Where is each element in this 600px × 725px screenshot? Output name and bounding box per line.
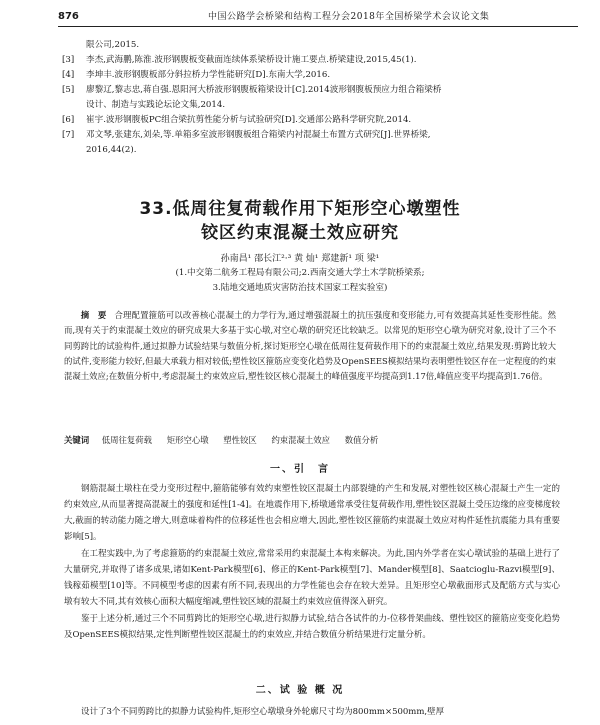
reference-item	[62, 113, 562, 128]
abstract	[64, 308, 556, 384]
keyword: 低周往复荷载	[101, 435, 153, 445]
keyword: 塑性铰区	[223, 435, 257, 445]
reference-list	[62, 38, 562, 158]
keywords	[64, 434, 556, 446]
reference-text: 李坤丰.波形钢腹板部分斜拉桥力学性能研究[D].东南大学,2016.	[86, 70, 331, 80]
reference-text: 李杰,武海鹏,陈淮.波形钢腹板变截面连续体系梁桥设计施工要点.桥梁建设,2015,45(1).	[86, 55, 417, 65]
reference-item	[62, 83, 562, 98]
reference-text: 2016,44(2).	[86, 145, 137, 155]
reference-text: 邓文琴,张建东,刘朵,等.单箱多室波形钢腹板组合箱梁内衬混凝土布置方式研究[J].世界桥梁,	[86, 130, 431, 140]
reference-text: 崔宇.波形钢腹板PC组合梁抗剪性能分析与试验研究[D].交通部公路科学研究院,2014.	[86, 115, 412, 125]
affiliation-line-1: (1.中交第二航务工程局有限公司;2.西南交通大学土木学院桥梁系;	[175, 268, 425, 278]
section-heading-test-overview: 二、试 验 概 况	[255, 685, 345, 696]
reference-number: [6]	[62, 115, 75, 125]
reference-number: [7]	[62, 130, 75, 140]
paper-title-line-2: 铰区约束混凝土效应研究	[201, 223, 399, 243]
abstract-text: 合理配置箍筋可以改善核心混凝土的力学行为,通过增强混凝土的抗压强度和变形能力,可有效提高其延性变形性能。然而,现有关于约束混凝土效应的研究成果大多基于实心墩,对空心墩的研究还比较缺乏。以常见的矩形空心墩为研究对象,设计了三个不同剪跨比的试验构件,通过拟静力试验结果与数值分析,探讨矩形空心墩在低周往复荷载作用下的约束混凝土效应,结果发现:剪跨比较大的试件,变形能力较好,但最大承载力相对较低;塑性铰区箍筋应变变化趋势及OpenSEES模拟结果均表明塑性铰区存在一定程度的约束混凝土效应;在数值分析中,考虑混凝土约束效应后,塑性铰区核心混凝土的峰值强度平均提高到1.17倍,峰值应变平均提高到1.76倍。	[64, 310, 556, 382]
reference-item	[62, 143, 562, 158]
reference-item	[62, 128, 562, 143]
keyword: 约束混凝土效应	[271, 435, 331, 445]
keyword: 矩形空心墩	[166, 435, 209, 445]
keyword: 数值分析	[344, 435, 379, 445]
running-header	[58, 10, 578, 27]
reference-item	[62, 98, 562, 113]
body-paragraph: 设计了3个不同剪跨比的拟静力试验构件,矩形空心墩墩身外轮廓尺寸均为800mm×500mm,壁厚	[81, 707, 445, 717]
reference-item: 限公司,2015.	[86, 40, 140, 50]
reference-number: [3]	[62, 55, 75, 65]
abstract-label: 摘 要	[80, 310, 107, 320]
paper-title-line-1: 33.低周往复荷载作用下矩形空心墩塑性	[139, 199, 461, 219]
reference-number: [5]	[62, 85, 75, 95]
reference-number: [4]	[62, 70, 75, 80]
affiliation-line-2: 3.陆地交通地质灾害防治技术国家工程实验室)	[212, 283, 388, 293]
reference-text: 廖黎辽,黎志忠,蒋自强.恩阳河大桥波形钢腹板箱梁设计[C].2014波形钢腹板预应力组合箱梁桥	[86, 85, 442, 95]
author-list: 孙南昌¹ 邵长江²·³ 黄 灿¹ 郑建新¹ 项 梁¹	[220, 254, 380, 264]
section-heading-introduction: 一、引 言	[270, 464, 330, 475]
keywords-label: 关键词	[64, 435, 90, 445]
journal-title: 中国公路学会桥梁和结构工程分会2018年全国桥梁学术会议论文集	[208, 12, 490, 22]
page-number: 876	[58, 11, 79, 22]
reference-text: 设计、制造与实践论坛论文集,2014.	[86, 100, 226, 110]
body-paragraph: 钢筋混凝土墩柱在受力变形过程中,箍筋能够有效约束塑性铰区混凝土内部裂缝的产生和发展,对塑性铰区核心混凝土产生一定的约束效应,从而显著提高混凝土的强度和延性[1-4]。在地震作用下,桥墩通常承受往复荷载作用,塑性铰区混凝土受压边缘的应变梯度较大,截面的转动能力随之增大,则意味着构件的位移延性也会相应增大,因此,塑性铰区箍筋约束混凝土效应对构件延性抗震能力具有重要影响[5]。	[64, 484, 560, 542]
body-paragraph: 在工程实践中,为了考虑箍筋的约束混凝土效应,常常采用约束混凝土本构来解决。为此,国内外学者在实心墩试验的基础上进行了大量研究,并取得了诸多成果,诸如Kent-Park模型[6]、修正的Kent-Park模型[7]、Mander模型[8]、Saatcioglu-Razvi模型[9]、钱稼茹模型[10]等。不同模型考虑的因素有所不同,表现出的力学性能也会存在较大差异。且矩形空心墩截面形式及配筋方式与实心墩有较大不同,其有效核心面积大幅度缩减,塑性铰区域的混凝土约束效应值得深入研究。	[64, 549, 560, 607]
reference-item	[62, 68, 562, 83]
body-paragraph: 鉴于上述分析,通过三个不同剪跨比的矩形空心墩,进行拟静力试验,结合各试件的力-位移骨架曲线、塑性铰区的箍筋应变变化趋势及OpenSEES模拟结果,定性判断塑性铰区混凝土的约束效应,并结合数值分析结果进行定量分析。	[64, 614, 560, 640]
reference-item	[62, 53, 562, 68]
